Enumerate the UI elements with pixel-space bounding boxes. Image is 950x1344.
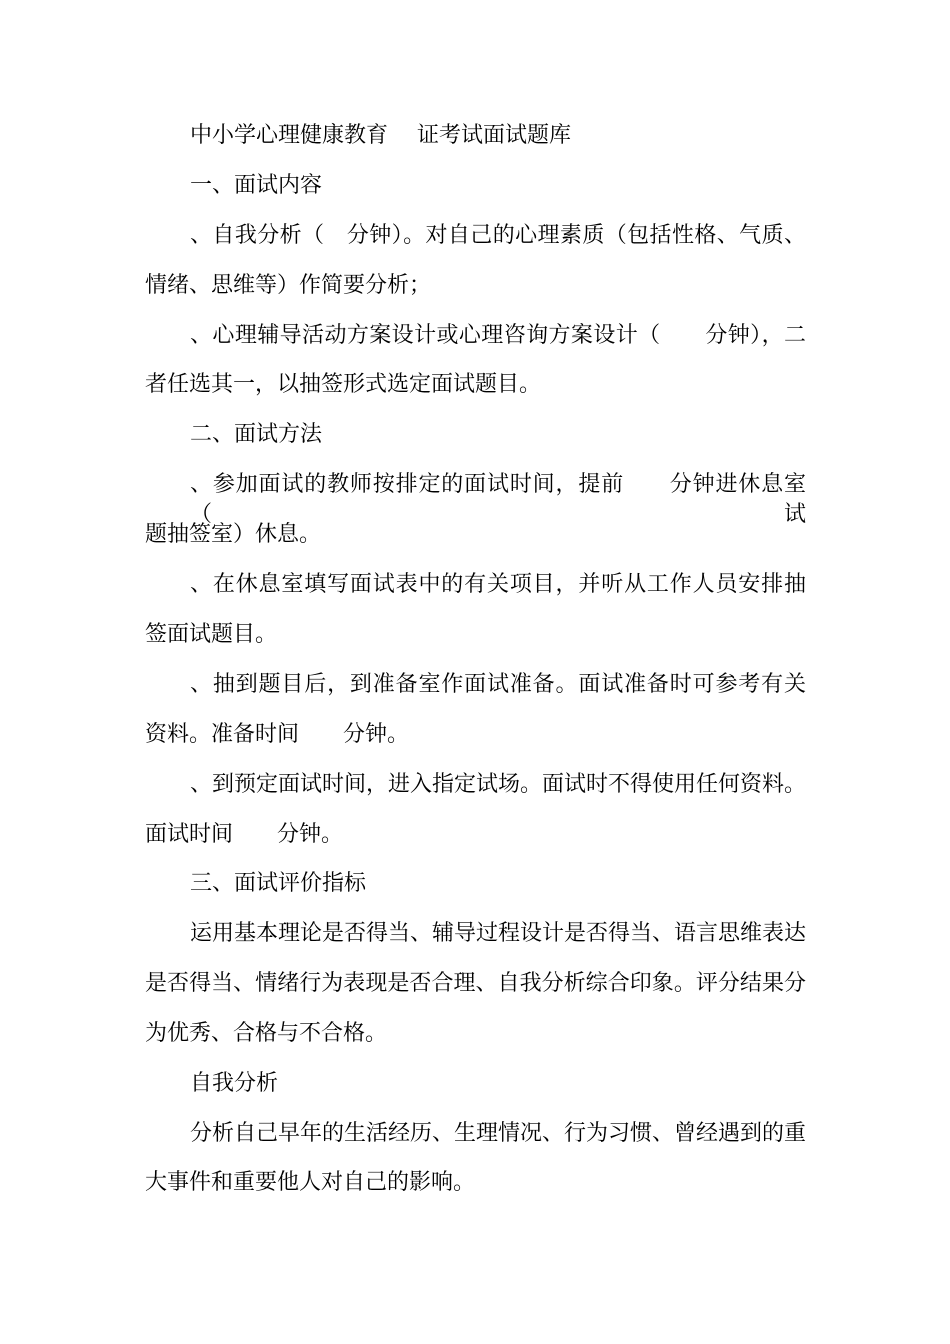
- paragraph-line: 是否得当、情绪行为表现是否合理、自我分析综合印象。评分结果分: [145, 971, 806, 996]
- section-heading-evaluation: 三、面试评价指标: [190, 871, 367, 896]
- paragraph-line: 、到预定面试时间，进入指定试场。面试时不得使用任何资料。: [190, 772, 807, 797]
- document-title: 中小学心理健康教育 证考试面试题库: [190, 123, 571, 148]
- paragraph-line: 签面试题目。: [145, 622, 278, 647]
- paragraph-line: 大事件和重要他人对自己的影响。: [145, 1170, 476, 1195]
- paragraph-line: 运用基本理论是否得当、辅导过程设计是否得当、语言思维表达: [190, 921, 807, 946]
- paragraph-line: 者任选其一，以抽签形式选定面试题目。: [145, 372, 542, 397]
- paragraph-line: 、参加面试的教师按排定的面试时间，提前 分钟进休息室（试: [190, 472, 806, 527]
- paragraph-line: 情绪、思维等）作简要分析；: [145, 273, 432, 298]
- paragraph-line: 面试时间 分钟。: [145, 822, 344, 847]
- paragraph-line: 为优秀、合格与不合格。: [145, 1021, 388, 1046]
- paragraph-line: 题抽签室）休息。: [145, 522, 322, 547]
- paragraph-line: 、自我分析（ 分钟）。对自己的心理素质（包括性格、气质、: [190, 223, 806, 248]
- section-heading-method: 二、面试方法: [190, 422, 323, 447]
- paragraph-line: 、心理辅导活动方案设计或心理咨询方案设计（ 分钟），二: [190, 323, 806, 348]
- section-heading-content: 一、面试内容: [190, 173, 323, 198]
- paragraph-line: 、抽到题目后，到准备室作面试准备。面试准备时可参考有关: [190, 672, 806, 697]
- paragraph-line: 、在休息室填写面试表中的有关项目，并听从工作人员安排抽: [190, 572, 806, 597]
- section-heading-self-analysis: 自我分析: [190, 1071, 279, 1096]
- paragraph-line: 分析自己早年的生活经历、生理情况、行为习惯、曾经遇到的重: [190, 1121, 807, 1146]
- paragraph-line: 资料。准备时间 分钟。: [145, 722, 410, 747]
